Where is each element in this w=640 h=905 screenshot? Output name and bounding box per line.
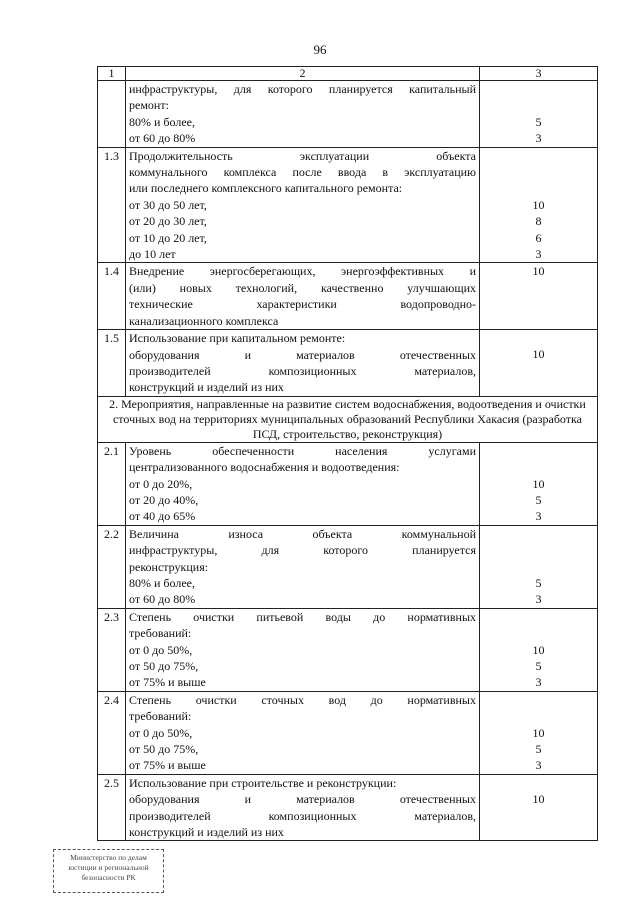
table-row xyxy=(98,330,598,397)
criterion-line: коммунального комплекса после ввода в эксплуатацию xyxy=(129,165,476,180)
item-number: 1.3 xyxy=(98,147,126,263)
criterion-line: канализационного комплекса xyxy=(129,313,279,328)
score-value: 8 xyxy=(535,214,542,229)
score-value xyxy=(480,542,597,558)
table-row xyxy=(98,442,598,525)
section-heading: 2. Мероприятия, направленные на развитие систем водоснабжения, водоотведения и очистки сточных вод на территориях муниципальных образований Республики Хакасия (разработка ПСД, строительство, реконструкция) xyxy=(98,396,598,442)
score-value: 3 xyxy=(535,592,542,607)
score-value: 3 xyxy=(535,758,542,773)
score-value: 6 xyxy=(535,230,542,245)
score-value xyxy=(480,824,597,840)
table-row xyxy=(98,691,598,774)
criterion-line: конструкций и изделий из них xyxy=(129,380,284,395)
criterion-text xyxy=(126,525,480,608)
score-value: 5 xyxy=(535,492,542,507)
item-number xyxy=(98,81,126,148)
score-value xyxy=(480,443,597,459)
criterion-line: инфраструктуры, для которого планируется xyxy=(129,543,476,558)
criterion-text xyxy=(126,81,480,148)
criterion-text xyxy=(126,691,480,774)
criterion-line: от 50 до 75%, xyxy=(129,659,199,673)
registration-stamp xyxy=(53,849,164,893)
score-value: 5 xyxy=(535,114,542,129)
score-value xyxy=(480,148,597,164)
header-col-2: 2 xyxy=(126,67,480,81)
item-number: 1.5 xyxy=(98,330,126,397)
criterion-line: централизованного водоснабжения и водоотведения: xyxy=(129,460,400,475)
score-value xyxy=(480,280,597,296)
criterion-line: от 60 до 80% xyxy=(129,131,196,146)
criterion-line: реконструкция: xyxy=(129,559,209,574)
item-number: 2.3 xyxy=(98,608,126,691)
table-header-row xyxy=(98,67,598,81)
score-value: 5 xyxy=(535,575,542,590)
score-value: 10 xyxy=(532,347,545,362)
table-row xyxy=(98,774,598,841)
item-number: 2.2 xyxy=(98,525,126,608)
criterion-line: инфраструктуры, для которого планируется капитальный xyxy=(129,82,476,96)
criterion-line: от 0 до 20%, xyxy=(129,476,193,491)
score-value xyxy=(480,164,597,180)
score-value: 3 xyxy=(535,246,542,261)
criterion-line: требований: xyxy=(129,626,192,641)
score-value: 5 xyxy=(535,658,542,673)
score-value: 5 xyxy=(535,741,542,756)
criterion-line: Степень очистки питьевой воды до нормативных xyxy=(129,609,476,624)
criterion-line: от 75% и выше xyxy=(129,758,206,773)
criterion-line: от 30 до 50 лет, xyxy=(129,197,207,212)
criterion-line: от 20 до 40%, xyxy=(129,492,199,507)
criterion-line: Использование при строительстве и реконструкции: xyxy=(129,775,397,790)
criterion-line: от 75% и выше xyxy=(129,675,206,690)
criterion-line: технические характеристики водопроводно- xyxy=(129,297,476,312)
score-value xyxy=(480,313,597,329)
criterion-text xyxy=(126,330,480,397)
table-row xyxy=(98,608,598,691)
score-cell xyxy=(480,263,598,330)
criterion-text xyxy=(126,263,480,330)
criterion-line: Использование при капитальном ремонте: xyxy=(129,331,346,346)
criterion-line: конструкций и изделий из них xyxy=(129,825,284,840)
criterion-text xyxy=(126,774,480,841)
criterion-line: требований: xyxy=(129,709,192,724)
header-col-1: 1 xyxy=(98,67,126,81)
page-number: 96 xyxy=(313,42,327,57)
criteria-table xyxy=(97,66,598,841)
score-value: 10 xyxy=(532,197,545,212)
criterion-line: до 10 лет xyxy=(129,247,176,262)
criterion-line: 80% и более, xyxy=(129,114,196,129)
score-value xyxy=(480,559,597,575)
score-value xyxy=(480,692,597,708)
criterion-line: от 50 до 75%, xyxy=(129,742,199,757)
score-cell xyxy=(480,691,598,774)
criterion-line: от 60 до 80% xyxy=(129,592,196,607)
criterion-line: ремонт: xyxy=(129,98,169,113)
section-heading-row xyxy=(98,396,598,442)
table-row xyxy=(98,147,598,263)
stamp-line-3: безопасности РК xyxy=(81,873,136,882)
item-number: 2.1 xyxy=(98,442,126,525)
criterion-line: 80% и более, xyxy=(129,575,196,590)
score-value: 10 xyxy=(532,476,545,491)
item-number: 1.4 xyxy=(98,263,126,330)
score-value: 10 xyxy=(532,264,545,279)
score-value xyxy=(480,97,597,113)
score-cell xyxy=(480,525,598,608)
score-value: 3 xyxy=(535,675,542,690)
stamp-line-1: Министерство по делам xyxy=(70,853,147,862)
score-value xyxy=(480,808,597,824)
criterion-line: Продолжительность эксплуатации объекта xyxy=(129,148,476,163)
score-value xyxy=(480,81,597,97)
header-col-3: 3 xyxy=(480,67,598,81)
criterion-line: Степень очистки сточных вод до нормативных xyxy=(129,692,476,707)
score-cell xyxy=(480,147,598,263)
score-value xyxy=(480,459,597,475)
criterion-line: или последнего комплексного капитального ремонта: xyxy=(129,181,403,196)
table-row xyxy=(98,525,598,608)
score-cell xyxy=(480,81,598,148)
criterion-text xyxy=(126,442,480,525)
score-value xyxy=(480,296,597,312)
score-value: 10 xyxy=(532,642,545,657)
criterion-line: оборудования и материалов отечественных xyxy=(129,347,476,362)
item-number: 2.4 xyxy=(98,691,126,774)
criterion-line: (или) новых технологий, качественно улучшающих xyxy=(129,280,476,295)
criterion-line: производителей композиционных материалов, xyxy=(129,363,476,378)
score-value xyxy=(480,526,597,542)
score-cell xyxy=(480,774,598,841)
score-value xyxy=(480,330,597,346)
score-value xyxy=(480,379,597,395)
score-cell xyxy=(480,442,598,525)
criterion-line: от 40 до 65% xyxy=(129,509,196,524)
criterion-line: от 10 до 20 лет, xyxy=(129,230,207,245)
criterion-line: производителей композиционных материалов, xyxy=(129,808,476,823)
score-value xyxy=(480,180,597,196)
criterion-line: оборудования и материалов отечественных xyxy=(129,792,476,807)
score-value: 10 xyxy=(532,725,545,740)
table-row xyxy=(98,81,598,148)
score-value: 3 xyxy=(535,509,542,524)
item-number: 2.5 xyxy=(98,774,126,841)
score-cell xyxy=(480,330,598,397)
score-value xyxy=(480,363,597,379)
score-cell xyxy=(480,608,598,691)
score-value: 10 xyxy=(532,792,545,807)
criterion-line: Уровень обеспеченности населения услугами xyxy=(129,443,476,458)
criterion-line: Внедрение энергосберегающих, энергоэффективных и xyxy=(129,264,476,279)
stamp-line-2: юстиции и региональной xyxy=(68,863,149,872)
criterion-text xyxy=(126,147,480,263)
criterion-text xyxy=(126,608,480,691)
criterion-line: Величина износа объекта коммунальной xyxy=(129,526,476,541)
table-row xyxy=(98,263,598,330)
score-value xyxy=(480,775,597,791)
score-value xyxy=(480,625,597,641)
criterion-line: от 0 до 50%, xyxy=(129,725,193,740)
score-value xyxy=(480,708,597,724)
score-value xyxy=(480,609,597,625)
criterion-line: от 0 до 50%, xyxy=(129,642,193,657)
score-value: 3 xyxy=(535,131,542,146)
criterion-line: от 20 до 30 лет, xyxy=(129,214,207,229)
